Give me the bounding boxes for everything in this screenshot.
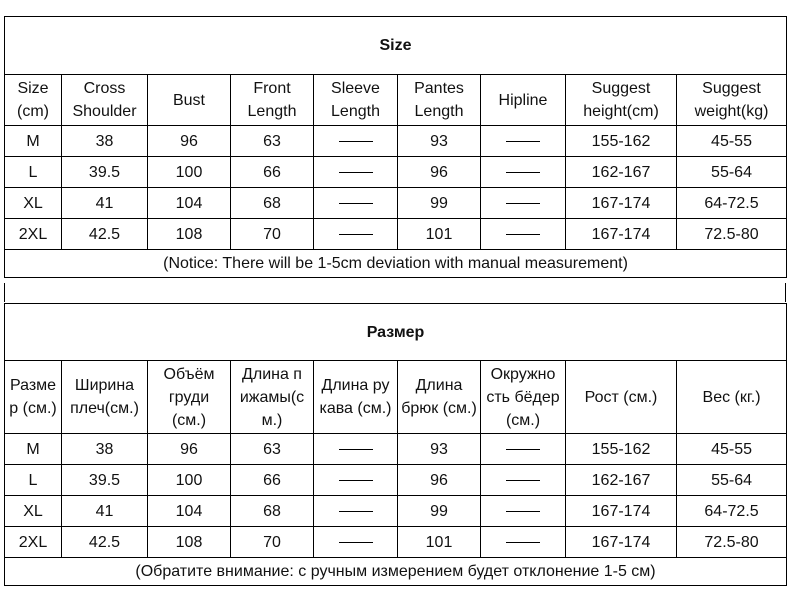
table-cell: 72.5-80 bbox=[677, 219, 787, 250]
table-cell: 70 bbox=[231, 219, 314, 250]
table-cell: 64-72.5 bbox=[677, 188, 787, 219]
col-header-suggest-height: Suggest height(cm) bbox=[566, 75, 677, 126]
table-cell: 167-174 bbox=[566, 219, 677, 250]
table-cell: 42.5 bbox=[62, 527, 148, 558]
table-row bbox=[5, 157, 787, 188]
table-cell: 2XL bbox=[5, 219, 62, 250]
col-header-pants-length: Длина брюк (см.) bbox=[398, 361, 481, 434]
table-cell: 167-174 bbox=[566, 496, 677, 527]
table-cell: 45-55 bbox=[677, 126, 787, 157]
col-header-size: Size (cm) bbox=[5, 75, 62, 126]
dash-placeholder bbox=[339, 542, 373, 543]
table-cell: 68 bbox=[231, 496, 314, 527]
table-cell bbox=[314, 126, 398, 157]
table-cell: M bbox=[5, 126, 62, 157]
table-cell: 96 bbox=[398, 465, 481, 496]
notice-text: (Обратите внимание: с ручным измерением будет отклонение 1-5 см) bbox=[5, 558, 787, 586]
table-cell: 108 bbox=[148, 219, 231, 250]
table-cell bbox=[481, 434, 566, 465]
table-cell bbox=[314, 219, 398, 250]
dash-placeholder bbox=[506, 511, 540, 512]
header-row bbox=[5, 75, 787, 126]
table-cell: 93 bbox=[398, 434, 481, 465]
table-cell: 99 bbox=[398, 188, 481, 219]
table-cell: 167-174 bbox=[566, 527, 677, 558]
dash-placeholder bbox=[339, 203, 373, 204]
col-header-height: Рост (см.) bbox=[566, 361, 677, 434]
table-row bbox=[5, 126, 787, 157]
dash-placeholder bbox=[506, 542, 540, 543]
col-header-sleeve-length: Sleeve Length bbox=[314, 75, 398, 126]
table-cell: 41 bbox=[62, 188, 148, 219]
col-header-suggest-weight: Suggest weight(kg) bbox=[677, 75, 787, 126]
col-header-hip: Окружно сть бёдер (см.) bbox=[481, 361, 566, 434]
table-cell: 38 bbox=[62, 434, 148, 465]
col-header-size: Разме р (см.) bbox=[5, 361, 62, 434]
table-cell: 64-72.5 bbox=[677, 496, 787, 527]
dash-placeholder bbox=[506, 234, 540, 235]
dash-placeholder bbox=[506, 172, 540, 173]
table-cell bbox=[314, 434, 398, 465]
table-cell: 42.5 bbox=[62, 219, 148, 250]
table-cell: 66 bbox=[231, 465, 314, 496]
table-cell: 162-167 bbox=[566, 157, 677, 188]
table-cell: M bbox=[5, 434, 62, 465]
table-cell: 104 bbox=[148, 188, 231, 219]
table-cell bbox=[481, 527, 566, 558]
header-row bbox=[5, 361, 787, 434]
dash-placeholder bbox=[506, 480, 540, 481]
dash-placeholder bbox=[339, 480, 373, 481]
table-row bbox=[5, 188, 787, 219]
table-cell: 101 bbox=[398, 527, 481, 558]
table-cell: 99 bbox=[398, 496, 481, 527]
table-row bbox=[5, 465, 787, 496]
dash-placeholder bbox=[506, 141, 540, 142]
table-cell: 93 bbox=[398, 126, 481, 157]
table-cell bbox=[314, 188, 398, 219]
table-cell bbox=[481, 496, 566, 527]
table-cell: 39.5 bbox=[62, 157, 148, 188]
table-cell: 39.5 bbox=[62, 465, 148, 496]
title-row bbox=[5, 304, 787, 361]
table-cell bbox=[314, 157, 398, 188]
table-cell bbox=[481, 157, 566, 188]
dash-placeholder bbox=[339, 511, 373, 512]
size-chart-english bbox=[4, 16, 787, 278]
col-header-hipline: Hipline bbox=[481, 75, 566, 126]
notice-row bbox=[5, 250, 787, 278]
table-cell: 45-55 bbox=[677, 434, 787, 465]
table-cell: 70 bbox=[231, 527, 314, 558]
table-cell: XL bbox=[5, 496, 62, 527]
table-cell: 96 bbox=[148, 126, 231, 157]
table-row bbox=[5, 527, 787, 558]
table-cell: L bbox=[5, 465, 62, 496]
table-cell: L bbox=[5, 157, 62, 188]
table-cell: 155-162 bbox=[566, 434, 677, 465]
table-cell: 2XL bbox=[5, 527, 62, 558]
col-header-sleeve-length: Длина ру кава (см.) bbox=[314, 361, 398, 434]
dash-placeholder bbox=[506, 203, 540, 204]
table-cell bbox=[481, 219, 566, 250]
table-cell: 162-167 bbox=[566, 465, 677, 496]
table-cell: 66 bbox=[231, 157, 314, 188]
dash-placeholder bbox=[506, 449, 540, 450]
table-cell: 63 bbox=[231, 126, 314, 157]
dash-placeholder bbox=[339, 234, 373, 235]
notice-row bbox=[5, 558, 787, 586]
table-cell: 41 bbox=[62, 496, 148, 527]
table-cell bbox=[314, 496, 398, 527]
table-cell: 155-162 bbox=[566, 126, 677, 157]
table-cell: 96 bbox=[398, 157, 481, 188]
table-cell: 101 bbox=[398, 219, 481, 250]
table-cell: XL bbox=[5, 188, 62, 219]
table-cell: 63 bbox=[231, 434, 314, 465]
col-header-bust: Bust bbox=[148, 75, 231, 126]
col-header-pants-length: Pantes Length bbox=[398, 75, 481, 126]
table-cell: 108 bbox=[148, 527, 231, 558]
table-cell: 55-64 bbox=[677, 157, 787, 188]
table-title: Size bbox=[5, 17, 787, 75]
table-cell bbox=[314, 465, 398, 496]
col-header-shoulder-width: Ширина плеч(см.) bbox=[62, 361, 148, 434]
table-cell: 68 bbox=[231, 188, 314, 219]
table-cell bbox=[481, 188, 566, 219]
table-cell: 55-64 bbox=[677, 465, 787, 496]
table-row bbox=[5, 496, 787, 527]
col-header-pajama-length: Длина п ижамы(с м.) bbox=[231, 361, 314, 434]
notice-text: (Notice: There will be 1-5cm deviation with manual measurement) bbox=[5, 250, 787, 278]
table-cell bbox=[481, 465, 566, 496]
table-cell bbox=[314, 527, 398, 558]
dash-placeholder bbox=[339, 141, 373, 142]
table-title: Размер bbox=[5, 304, 787, 361]
col-header-front-length: Front Length bbox=[231, 75, 314, 126]
title-row bbox=[5, 17, 787, 75]
size-chart-russian bbox=[4, 303, 787, 586]
table-cell: 104 bbox=[148, 496, 231, 527]
table-separator bbox=[4, 283, 786, 302]
table-cell: 72.5-80 bbox=[677, 527, 787, 558]
table-row bbox=[5, 219, 787, 250]
table-cell: 100 bbox=[148, 157, 231, 188]
table-cell: 96 bbox=[148, 434, 231, 465]
table-cell: 167-174 bbox=[566, 188, 677, 219]
col-header-cross-shoulder: Cross Shoulder bbox=[62, 75, 148, 126]
col-header-chest: Объём груди (см.) bbox=[148, 361, 231, 434]
table-cell: 100 bbox=[148, 465, 231, 496]
table-cell: 38 bbox=[62, 126, 148, 157]
dash-placeholder bbox=[339, 449, 373, 450]
table-row bbox=[5, 434, 787, 465]
dash-placeholder bbox=[339, 172, 373, 173]
table-cell bbox=[481, 126, 566, 157]
col-header-weight: Вес (кг.) bbox=[677, 361, 787, 434]
